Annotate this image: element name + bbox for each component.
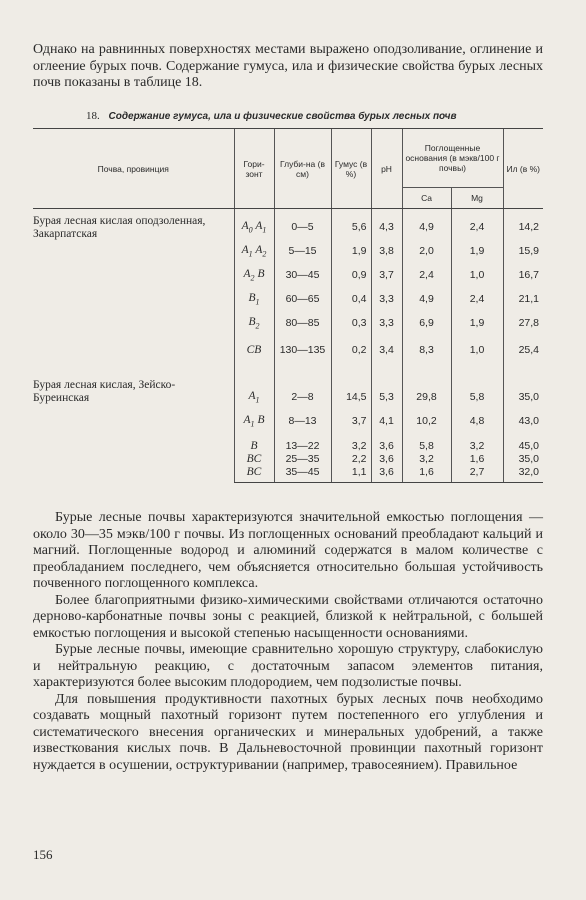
horizon-cell: $A_1$ — [234, 365, 274, 409]
mg-cell: 1,9 — [451, 311, 503, 335]
mg-cell: 4,8 — [451, 409, 503, 433]
table-title: Содержание гумуса, ила и физические свойства бурых лесных почв — [108, 111, 457, 122]
header-clay: Ил (в %) — [503, 129, 543, 209]
ph-cell: 3,6 — [371, 465, 402, 483]
clay-cell: 32,0 — [503, 465, 543, 483]
mg-cell: 1,6 — [451, 452, 503, 465]
body-paragraph: Бурые лесные почвы, имеющие сравнительно хорошую структуру, слабокислую и нейтральную реакцию, с достаточным запасом элементов питания, характеризуются более высоким плодородием, чем подзолистые почвы. — [33, 642, 543, 690]
ca-cell: 4,9 — [402, 287, 451, 311]
clay-cell: 27,8 — [503, 311, 543, 335]
humus-cell: 1,1 — [331, 465, 371, 483]
soil-name-cell: Бурая лесная кислая оподзоленная, Закарпатская — [33, 215, 206, 240]
ca-cell: 2,0 — [402, 239, 451, 263]
header-mg: Mg — [451, 188, 503, 209]
table-number: 18. — [86, 110, 100, 122]
ph-cell: 4,3 — [371, 209, 402, 240]
depth-cell: 8—13 — [274, 409, 331, 433]
depth-cell: 2—8 — [274, 365, 331, 409]
table-caption — [86, 110, 526, 123]
clay-cell: 45,0 — [503, 433, 543, 452]
humus-cell: 3,2 — [331, 433, 371, 452]
horizon-cell: $B_2$ — [234, 311, 274, 335]
mg-cell: 3,2 — [451, 433, 503, 452]
depth-cell: 5—15 — [274, 239, 331, 263]
clay-cell: 35,0 — [503, 452, 543, 465]
ca-cell: 4,9 — [402, 209, 451, 240]
clay-cell: 16,7 — [503, 263, 543, 287]
body-paragraph: Бурые лесные почвы характеризуются значительной емкостью поглощения — около 30—35 мэкв/100 г почвы. Из поглощенных оснований преобладают кальций и магний. Поглощенные водород и алюминий содержатся в малом количестве с преобладанием последнего, чем объясняется относительно большая устойчивость почвенного поглощенного комплекса. — [33, 510, 543, 591]
ph-cell: 3,7 — [371, 263, 402, 287]
humus-cell: 0,9 — [331, 263, 371, 287]
ph-cell: 3,3 — [371, 287, 402, 311]
clay-cell: 25,4 — [503, 335, 543, 365]
horizon-cell: $A_1$ $A_2$ — [234, 239, 274, 263]
page-number: 156 — [33, 847, 53, 862]
body-paragraph: Более благоприятными физико-химическими свойствами отличаются остаточно дерново-карбонатные почвы зоны с реакцией, близкой к нейтральной, с большей емкостью поглощения и высокой степенью насыщенности основаниями. — [33, 592, 543, 641]
header-exchange-bases: Поглощенные основания (в мэкв/100 г почвы) — [402, 129, 503, 188]
clay-cell: 15,9 — [503, 239, 543, 263]
header-ca: Ca — [402, 188, 451, 209]
table-row — [33, 365, 543, 409]
ph-cell: 3,8 — [371, 239, 402, 263]
ph-cell: 5,3 — [371, 365, 402, 409]
depth-cell: 13—22 — [274, 433, 331, 452]
clay-cell: 14,2 — [503, 209, 543, 240]
header-soil: Почва, провинция — [33, 129, 234, 209]
humus-cell: 14,5 — [331, 365, 371, 409]
depth-cell: 35—45 — [274, 465, 331, 483]
mg-cell: 1,0 — [451, 335, 503, 365]
ca-cell: 3,2 — [402, 452, 451, 465]
depth-cell: 60—65 — [274, 287, 331, 311]
depth-cell: 130—135 — [274, 335, 331, 365]
ph-cell: 3,6 — [371, 452, 402, 465]
soil-properties-table — [33, 128, 543, 483]
horizon-cell: $A_0$ $A_1$ — [234, 209, 274, 240]
humus-cell: 3,7 — [331, 409, 371, 433]
horizon-cell: $A_2$ B — [234, 263, 274, 287]
ca-cell: 8,3 — [402, 335, 451, 365]
ph-cell: 3,3 — [371, 311, 402, 335]
horizon-cell: $B_1$ — [234, 287, 274, 311]
ca-cell: 6,9 — [402, 311, 451, 335]
mg-cell: 2,7 — [451, 465, 503, 483]
humus-cell: 0,3 — [331, 311, 371, 335]
soil-name-cell: Бурая лесная кислая, Зейско-Буреинская — [33, 379, 176, 404]
ca-cell: 5,8 — [402, 433, 451, 452]
ph-cell: 3,4 — [371, 335, 402, 365]
header-ph: pH — [371, 129, 402, 209]
ca-cell: 29,8 — [402, 365, 451, 409]
clay-cell: 43,0 — [503, 409, 543, 433]
mg-cell: 1,0 — [451, 263, 503, 287]
intro-paragraph: Однако на равнинных поверхностях местами выражено оподзоливание, оглинение и оглеение бурых почв. Содержание гумуса, ила и физические свойства бурых лесных почв показаны в таблице 18. — [33, 42, 543, 90]
horizon-cell: BC — [234, 452, 274, 465]
clay-cell: 35,0 — [503, 365, 543, 409]
ca-cell: 2,4 — [402, 263, 451, 287]
ph-cell: 4,1 — [371, 409, 402, 433]
mg-cell: 2,4 — [451, 209, 503, 240]
table-row — [33, 209, 543, 240]
humus-cell: 0,2 — [331, 335, 371, 365]
ca-cell: 10,2 — [402, 409, 451, 433]
mg-cell: 1,9 — [451, 239, 503, 263]
horizon-cell: BC — [234, 465, 274, 483]
mg-cell: 2,4 — [451, 287, 503, 311]
ph-cell: 3,6 — [371, 433, 402, 452]
depth-cell: 0—5 — [274, 209, 331, 240]
depth-cell: 80—85 — [274, 311, 331, 335]
humus-cell: 0,4 — [331, 287, 371, 311]
depth-cell: 30—45 — [274, 263, 331, 287]
horizon-cell: CB — [234, 335, 274, 365]
body-paragraph: Для повышения продуктивности пахотных бурых лесных почв необходимо создавать мощный пахотный горизонт путем постепенного его углубления и систематического внесения органических и минеральных удобрений, а также известкования кислых почв. В Дальневосточной провинции пахотный горизонт нуждается в осушении, оструктуривании (например, травосеянием). Правильное — [33, 691, 543, 773]
humus-cell: 2,2 — [331, 452, 371, 465]
header-humus: Гумус (в %) — [331, 129, 371, 209]
ca-cell: 1,6 — [402, 465, 451, 483]
body-text — [33, 510, 543, 774]
depth-cell: 25—35 — [274, 452, 331, 465]
header-depth: Глуби-на (в см) — [274, 129, 331, 209]
mg-cell: 5,8 — [451, 365, 503, 409]
header-horizon: Гори-зонт — [234, 129, 274, 209]
horizon-cell: $A_1$ B — [234, 409, 274, 433]
clay-cell: 21,1 — [503, 287, 543, 311]
horizon-cell: B — [234, 433, 274, 452]
humus-cell: 5,6 — [331, 209, 371, 240]
humus-cell: 1,9 — [331, 239, 371, 263]
